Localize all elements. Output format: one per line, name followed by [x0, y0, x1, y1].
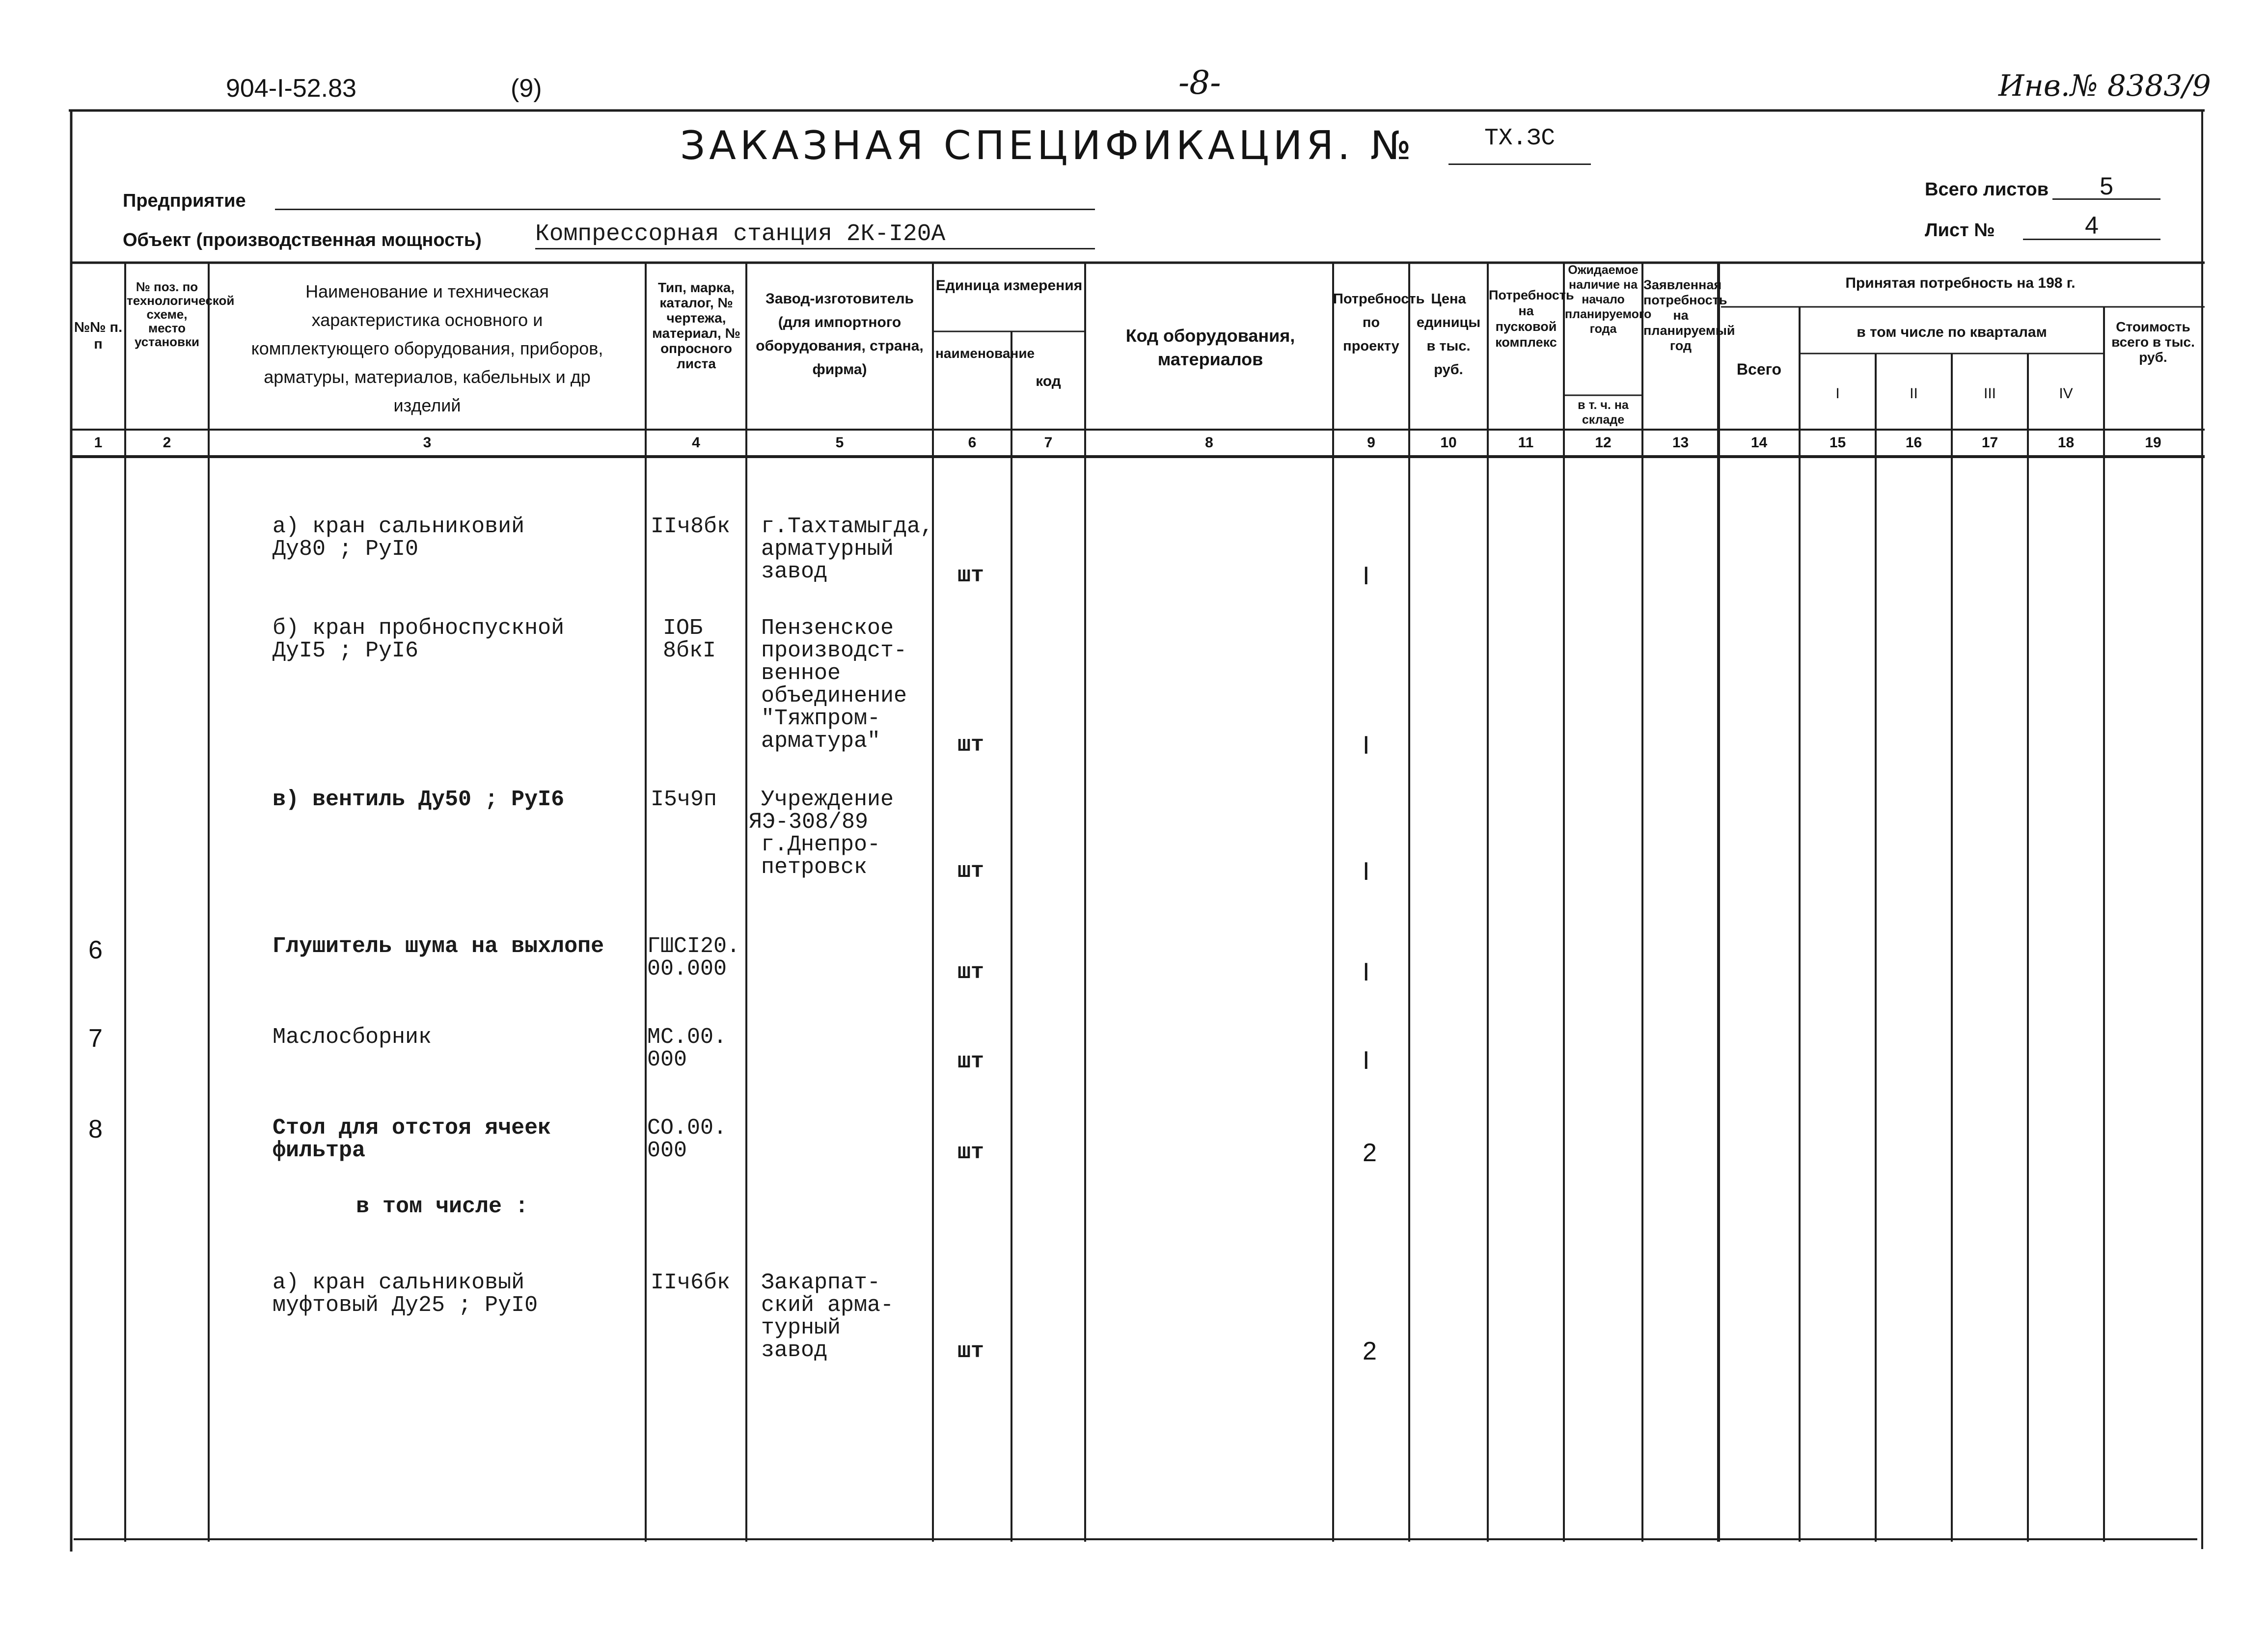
item-quantity: I [1363, 1046, 1370, 1075]
header-q4: IV [2059, 385, 2073, 402]
item-type: 000 [647, 1047, 687, 1072]
item-name: Стол для отстоя ячеек [273, 1116, 551, 1141]
document-number: 904-I-52.83 [226, 74, 356, 103]
item-unit: шт [957, 733, 984, 758]
item-type: 00.000 [647, 956, 727, 981]
item-maker: Учреждение [761, 787, 894, 812]
inventory-number: Инв.№ 8383/9 [1998, 69, 2211, 103]
item-quantity: 2 [1363, 1139, 1377, 1167]
column-number: 17 [1981, 435, 1998, 451]
column-number: 3 [423, 435, 432, 451]
item-type: МС.00. [647, 1025, 727, 1050]
enterprise-label: Предприятие [123, 191, 246, 211]
column-number: 11 [1518, 435, 1534, 451]
item-name: б) кран пробноспускной [273, 616, 565, 641]
item-type: IОБ [663, 616, 703, 641]
item-maker: арматура" [761, 729, 881, 754]
header-position: № поз. по технологической схеме, место установки [127, 279, 235, 349]
item-name: Глушитель шума на выхлопе [273, 934, 604, 959]
column-number: 9 [1367, 435, 1375, 451]
page-mark: -8- [1178, 64, 1221, 102]
header-type: Тип, марка, каталог, № чертежа, материал, № опросного листа [652, 280, 740, 371]
column-number: 6 [968, 435, 977, 451]
object-label: Объект (производственная мощность) [123, 230, 482, 250]
header-declared-demand: Заявленная потребность на планируемый год [1643, 277, 1735, 353]
row-number: 6 [88, 936, 103, 964]
item-maker: объединение [761, 683, 907, 708]
column-number: 10 [1440, 435, 1457, 451]
column-number: 18 [2057, 435, 2075, 451]
column-number: 8 [1205, 435, 1213, 451]
item-quantity: I [1363, 562, 1370, 590]
object-value: Компрессорная станция 2К-I20А [535, 221, 1095, 249]
spec-number: ТХ.ЗС [1448, 125, 1591, 165]
column-number: 5 [835, 435, 844, 451]
item-name: ДуI5 ; РуI6 [273, 638, 419, 663]
header-cost-total: Стоимость всего в тыс. руб. [2111, 319, 2195, 365]
column-number: 7 [1044, 435, 1053, 451]
header-q2: II [1910, 385, 1918, 402]
header-equipment-code: Код оборудования, материалов [1125, 326, 1295, 369]
enterprise-value [275, 187, 1095, 210]
sheets-total-value: 5 [2052, 172, 2160, 200]
column-number: 15 [1829, 435, 1846, 451]
column-number: 12 [1595, 435, 1612, 451]
item-maker: турный [761, 1315, 841, 1340]
item-maker: Закарпат- [761, 1270, 881, 1295]
header-expected-stock: Ожидаемое наличие на начало планируемого года [1565, 263, 1652, 336]
header-in-warehouse: в т. ч. на складе [1578, 398, 1629, 427]
row-number: 8 [88, 1115, 103, 1144]
item-unit: шт [957, 563, 984, 588]
item-maker: ЯЭ-308/89 [749, 810, 869, 835]
item-name: а) кран сальниковий [273, 514, 525, 539]
sheets-total-label: Всего листов [1925, 179, 2049, 200]
header-unit-group: Единица измерения [935, 277, 1083, 294]
column-number: 2 [163, 435, 171, 451]
header-unit-name: наименование [935, 346, 1035, 361]
header-unit-code: код [1036, 373, 1061, 389]
header-demand-startup: Потребность на пусковой комплекс [1489, 288, 1574, 350]
part-number: (9) [511, 74, 542, 103]
column-number: 4 [692, 435, 700, 451]
item-type: IIч8бк [651, 514, 731, 539]
item-name: Ду80 ; РуI0 [273, 537, 419, 562]
item-maker: петровск [761, 855, 868, 880]
item-name: Маслосборник [273, 1025, 432, 1050]
column-number: 19 [2145, 435, 2161, 451]
header-accepted-group: Принятая потребность на 198 г. [1845, 275, 2076, 291]
item-type: 8бкI [663, 638, 716, 663]
item-name: а) кран сальниковый [273, 1270, 525, 1295]
sheet-no-value: 4 [2023, 211, 2160, 240]
item-type: I5ч9п [651, 787, 717, 812]
header-quarters-group: в том числе по кварталам [1857, 324, 2047, 340]
header-maker: Завод-изготовитель (для импортного оборудования, страна, фирма) [756, 291, 924, 378]
item-maker: завод [761, 1338, 828, 1363]
row-number: 7 [88, 1024, 103, 1053]
header-name: Наименование и техническая характеристика основного и комплектующего оборудования, приборов, арматуры, материалов, кабельных и др изделий [251, 281, 603, 415]
column-number: 13 [1672, 435, 1689, 451]
page-title: ЗАКАЗНАЯ СПЕЦИФИКАЦИЯ. № [680, 123, 1416, 168]
item-maker: арматурный [761, 537, 894, 562]
item-maker: г.Тахтамыгда, [761, 514, 934, 539]
subsection-label: в том числе : [356, 1194, 529, 1219]
item-unit: шт [957, 1049, 984, 1074]
header-demand-project: Потребность по проекту [1333, 291, 1425, 354]
item-quantity: I [1363, 731, 1370, 760]
header-q3: III [1983, 385, 1996, 402]
item-type: ГШСI20. [647, 934, 740, 959]
header-q1: I [1835, 385, 1840, 402]
item-name: муфтовый Ду25 ; РуI0 [273, 1293, 538, 1318]
item-unit: шт [957, 1339, 984, 1364]
item-quantity: I [1363, 958, 1370, 986]
item-type: IIч6бк [651, 1270, 731, 1295]
item-type: 000 [647, 1138, 687, 1163]
item-maker: ский арма- [761, 1293, 894, 1318]
item-quantity: 2 [1363, 1337, 1377, 1365]
item-maker: завод [761, 559, 828, 584]
item-type: СО.00. [647, 1116, 727, 1141]
item-maker: Пензенское [761, 616, 894, 641]
column-number: 16 [1905, 435, 1922, 451]
item-maker: г.Днепро- [761, 832, 881, 857]
item-name: в) вентиль Ду50 ; РуI6 [273, 787, 565, 812]
item-maker: производст- [761, 638, 907, 663]
column-number: 1 [94, 435, 103, 451]
item-quantity: I [1363, 857, 1370, 886]
header-unit-price: Цена единицы в тыс. руб. [1416, 291, 1481, 378]
column-number: 14 [1750, 435, 1768, 451]
sheet-no-label: Лист № [1925, 220, 1995, 241]
item-maker: венное [761, 661, 841, 686]
item-unit: шт [957, 960, 984, 985]
header-row-number: №№ п. п [74, 320, 123, 352]
item-unit: шт [957, 1140, 984, 1165]
item-maker: "Тяжпром- [761, 706, 881, 731]
item-unit: шт [957, 859, 984, 884]
item-name: фильтра [273, 1138, 366, 1163]
header-total: Всего [1736, 360, 1782, 378]
